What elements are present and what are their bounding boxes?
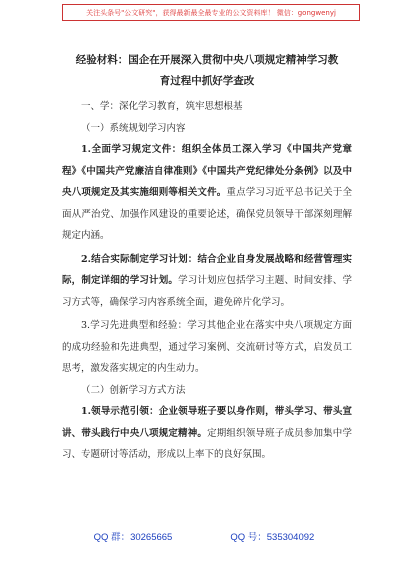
- paragraph-4-lead: 1.领导示范引领：企业领导班子要以身作则，带头学习、带头宣讲、带头践行中央八项规定精神。: [62, 406, 352, 439]
- document-title-line-1: 经验材料：国企在开展深入贯彻中央八项规定精神学习教: [75, 54, 339, 66]
- paragraph-2-lead: 2.结合实际制定学习计划：结合企业自身发展战略和经营管理实际，制定详细的学习计划。: [62, 253, 352, 286]
- footer-qq-group: QQ 群：30265665: [93, 532, 173, 543]
- paragraph-4: [62, 401, 352, 466]
- paragraph-2: [62, 249, 352, 314]
- subsection-heading-2: （二）创新学习方式方法: [81, 384, 186, 396]
- promo-banner-text: 关注头条号"公文研究"，获得最新最全最专业的公文资料库！ 微信：gongwenyj: [86, 8, 336, 17]
- document-title: [62, 50, 352, 92]
- paragraph-1: [62, 139, 352, 247]
- paragraph-3: 3.学习先进典型和经验：学习其他企业在落实中央八项规定方面的成功经验和先进典型，通过学习案例、交流研讨等方式，启发员工思考，激发落实规定的内生动力。: [62, 320, 352, 374]
- paragraph-1-lead: 1.全面学习规定文件：组织全体员工深入学习《中国共产党章程》《中国共产党廉洁自律准则》《中国共产党纪律处分条例》以及中央八项规定及其实施细则等相关文件。: [62, 144, 352, 198]
- paragraph-2-body: 学习计划应包括学习主题、时间安排、学习方式等，确保学习内容系统全面，避免碎片化学习。: [62, 275, 352, 308]
- footer-contact: [0, 529, 408, 543]
- section-heading-1: 一、学：深化学习教育，筑牢思想根基: [81, 101, 243, 112]
- subsection-heading-1: （一）系统规划学习内容: [81, 122, 186, 134]
- document-title-line-2: 育过程中抓好学查改: [159, 75, 255, 87]
- paragraph-4-body: 定期组织领导班子成员参加集中学习、专题研讨等活动，形成以上率下的良好氛围。: [62, 427, 352, 460]
- footer-qq-number: QQ 号：535304092: [230, 532, 315, 543]
- promo-banner[interactable]: [62, 4, 360, 21]
- document-body: [62, 50, 352, 466]
- paragraph-1-body: 重点学习习近平总书记关于全面从严治党、加强作风建设的重要论述，确保党员领导干部深刻理解规定内涵。: [62, 187, 352, 241]
